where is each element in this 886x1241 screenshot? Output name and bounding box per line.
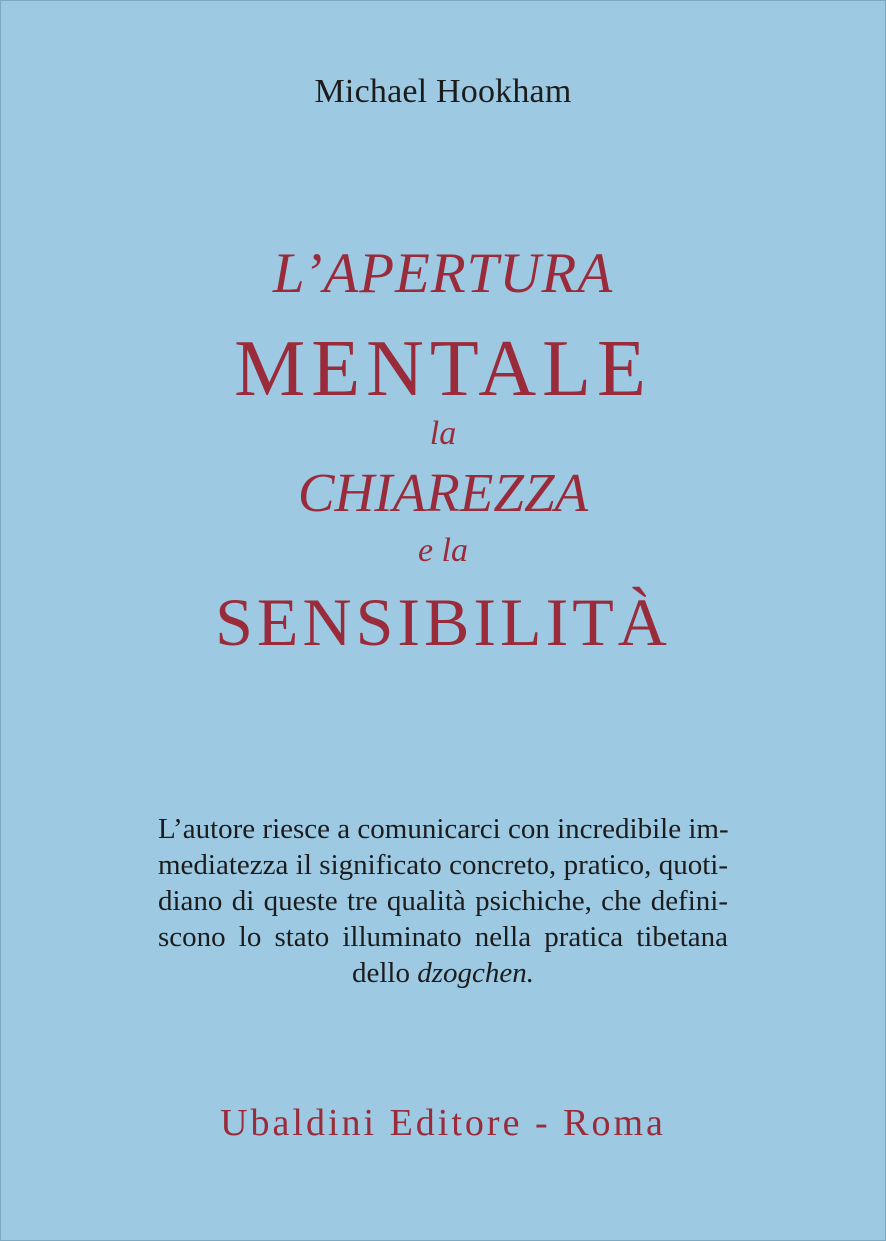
blurb-last-line-italic: dzogchen. [417,957,535,989]
blurb-line: diano di queste tre qualità psichiche, che defini- [158,885,728,917]
title-line-la: la [429,415,457,452]
blurb-paragraph [158,811,728,991]
blurb-line: L’autore riesce a comunicarci con incredibile im- [158,813,729,845]
title-line-mentale: MENTALE [234,325,652,413]
title-line-sensibilita: SENSIBILITÀ [215,584,671,660]
title-line-apertura: L’APERTURA [272,242,614,305]
blurb-last-line [158,955,728,991]
blurb-line: scono lo stato illuminato nella pratica tibetana [158,921,728,953]
publisher-name: Ubaldini Editore - Roma [220,1102,666,1144]
blurb-last-line-prefix: dello [351,957,410,989]
title-line-e-la: e la [417,532,469,569]
author-name: Michael Hookham [314,73,572,110]
blurb-line: mediatezza il significato concreto, pratico, quoti- [158,849,728,881]
title-line-chiarezza: CHIAREZZA [297,462,589,523]
